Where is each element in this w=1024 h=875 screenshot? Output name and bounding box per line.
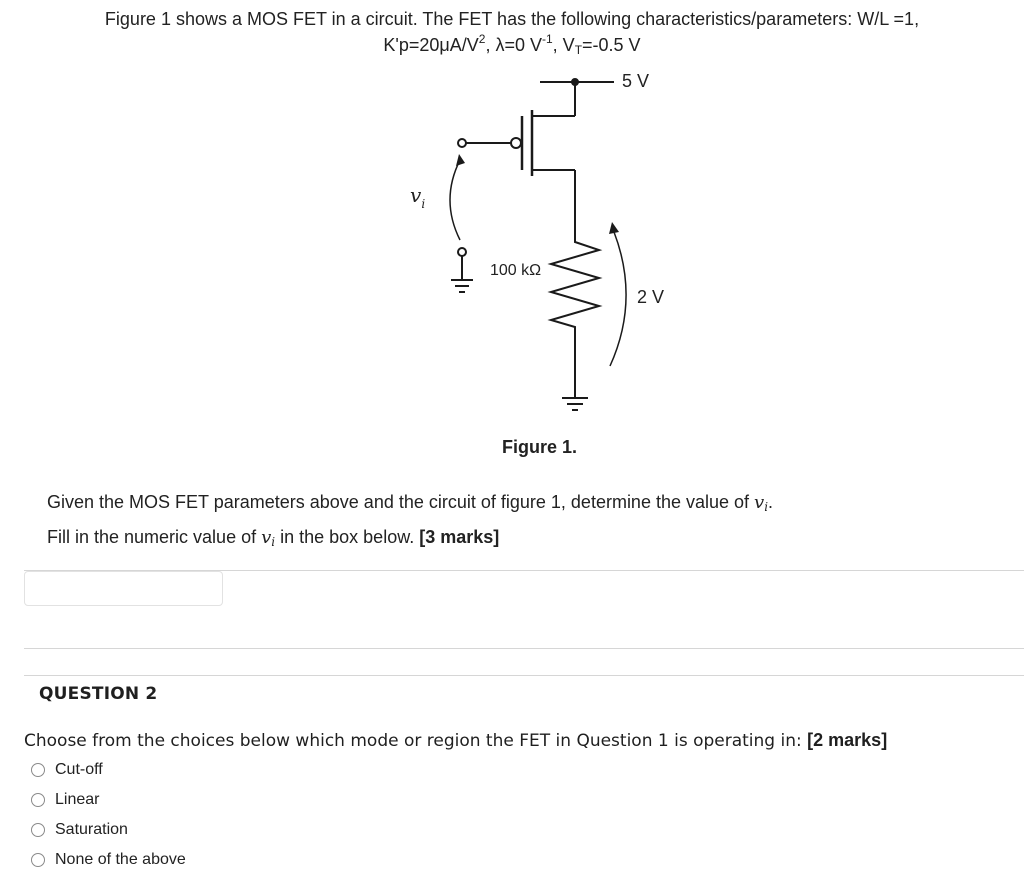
output-arrowhead <box>609 222 619 234</box>
answer-input[interactable] <box>24 571 223 606</box>
choice-label: Saturation <box>55 821 128 838</box>
resistor-label: 100 kΩ <box>490 262 542 279</box>
divider <box>24 648 1024 649</box>
supply-label: 5 V <box>622 71 650 91</box>
divider <box>24 675 1024 676</box>
choice-linear[interactable] <box>31 789 99 811</box>
radio-button[interactable] <box>31 853 45 867</box>
question1-prompt-line2: Fill in the numeric value of $v_i$ in the box below. [3 marks] <box>47 527 500 549</box>
question1-intro: Figure 1 shows a MOS FET in a circuit. The FET has the following characteristics/parameters: W/L =1, <box>104 9 920 29</box>
choice-none-of-the-above[interactable] <box>31 849 186 871</box>
output-voltage-label: 2 V <box>637 287 665 307</box>
question1-prompt-line1: Given the MOS FET parameters above and the circuit of figure 1, determine the value of $v_i$. <box>47 492 774 514</box>
choice-label: None of the above <box>55 851 186 868</box>
radio-button[interactable] <box>31 823 45 837</box>
input-voltage-arrow <box>450 160 460 240</box>
radio-button[interactable] <box>31 793 45 807</box>
choice-label: Cut-off <box>55 761 103 778</box>
output-voltage-arrow <box>610 232 626 366</box>
question1-statement <box>0 6 1024 58</box>
input-terminal-bottom <box>458 248 466 256</box>
input-arrowhead <box>456 154 465 166</box>
gate-bubble <box>511 138 521 148</box>
question2-header: QUESTION 2 <box>39 684 158 704</box>
radio-button[interactable] <box>31 763 45 777</box>
input-voltage-label: $v_i$ <box>410 183 426 211</box>
choice-label: Linear <box>55 791 100 808</box>
question2-prompt: Choose from the choices below which mode or region the FET in Question 1 is operating in: [2 marks] <box>24 730 888 751</box>
choice-cut-off[interactable] <box>31 759 103 781</box>
figure-caption: Figure 1. <box>502 437 578 457</box>
input-terminal-top <box>458 139 466 147</box>
choice-saturation[interactable] <box>31 819 128 841</box>
circuit-diagram <box>380 60 680 470</box>
resistor <box>551 236 599 334</box>
fet-parameters: $K'p=20\mu A/V^2$, λ=0 $V^{-1}$, $V_T=-0.5$ V <box>383 32 641 57</box>
